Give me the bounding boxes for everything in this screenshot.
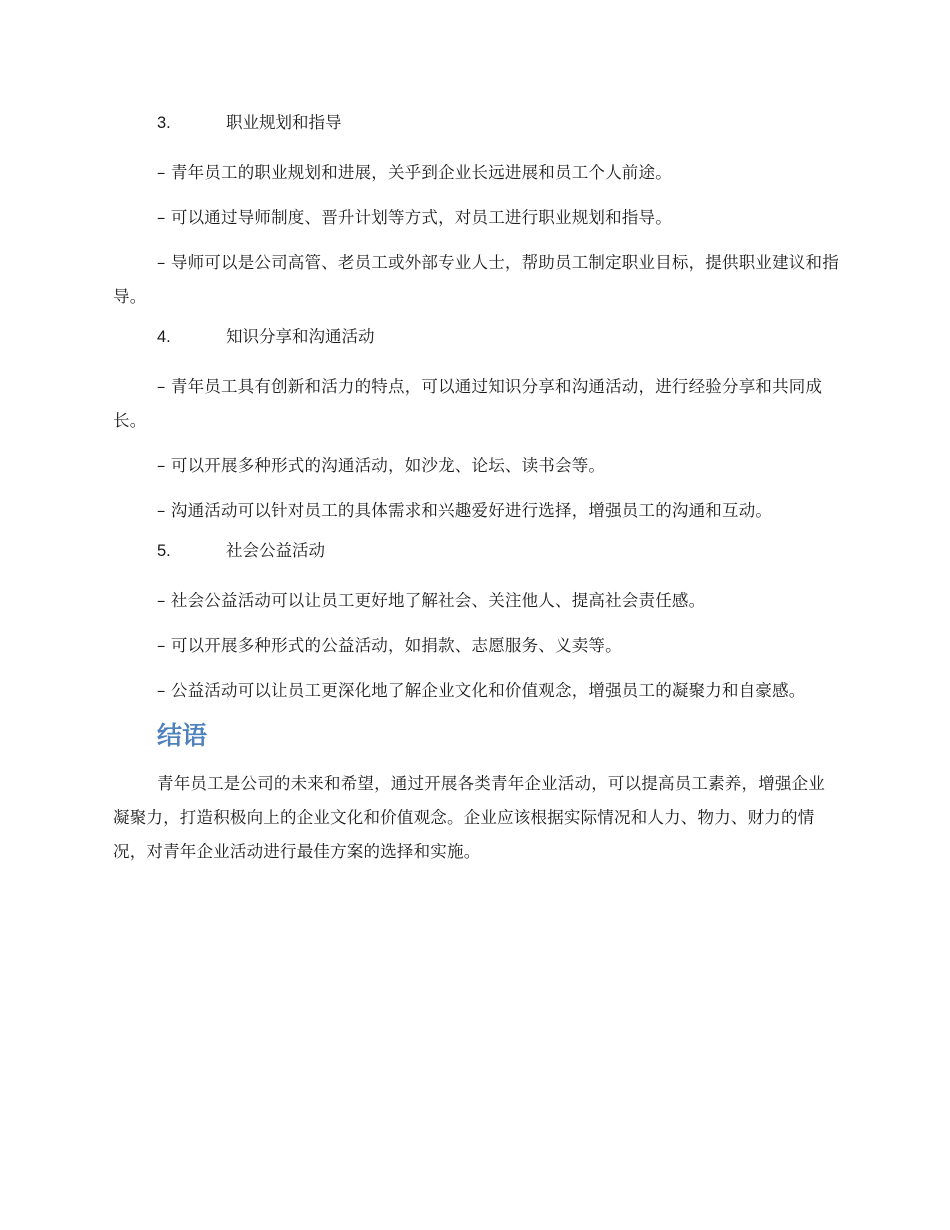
conclusion-paragraph: 青年员工是公司的未来和希望，通过开展各类青年企业活动，可以提高员工素养，增强企业凝聚力，打造积极向上的企业文化和价值观念。企业应该根据实际情况和人力、物力、财力的情况，对青年企业活动进行最佳方案的选择和实施。 <box>113 774 825 861</box>
bullet-paragraph: – 公益活动可以让员工更深化地了解企业文化和价值观念，增强员工的凝聚力和自豪感。 <box>157 681 806 700</box>
bullet-paragraph: – 可以通过导师制度、晋升计划等方式，对员工进行职业规划和指导。 <box>157 208 672 227</box>
bullet-paragraph: – 青年员工的职业规划和进展，关乎到企业长远进展和员工个人前途。 <box>157 163 672 182</box>
item-number: 4. <box>157 328 171 346</box>
document-body <box>113 111 841 880</box>
bullet-paragraph: – 沟通活动可以针对员工的具体需求和兴趣爱好进行选择，增强员工的沟通和互动。 <box>157 501 773 520</box>
item-number: 5. <box>157 542 171 560</box>
item-title: 社会公益活动 <box>226 541 325 560</box>
numbered-heading-5 <box>113 539 841 563</box>
conclusion-heading: 结语 <box>157 721 208 750</box>
numbered-heading-4 <box>113 325 841 349</box>
bullet-paragraph: – 社会公益活动可以让员工更好地了解社会、关注他人、提高社会责任感。 <box>157 591 706 610</box>
item-title: 职业规划和指导 <box>226 113 342 132</box>
item-title: 知识分享和沟通活动 <box>226 327 375 346</box>
bullet-paragraph: – 可以开展多种形式的公益活动，如捐款、志愿服务、义卖等。 <box>157 636 622 655</box>
bullet-paragraph: – 导师可以是公司高管、老员工或外部专业人士，帮助员工制定职业目标，提供职业建议和指导。 <box>113 253 839 306</box>
numbered-heading-3 <box>113 111 841 135</box>
item-number: 3. <box>157 114 171 132</box>
bullet-paragraph: – 青年员工具有创新和活力的特点，可以通过知识分享和沟通活动，进行经验分享和共同成长。 <box>113 377 823 430</box>
bullet-paragraph: – 可以开展多种形式的沟通活动，如沙龙、论坛、读书会等。 <box>157 456 606 475</box>
